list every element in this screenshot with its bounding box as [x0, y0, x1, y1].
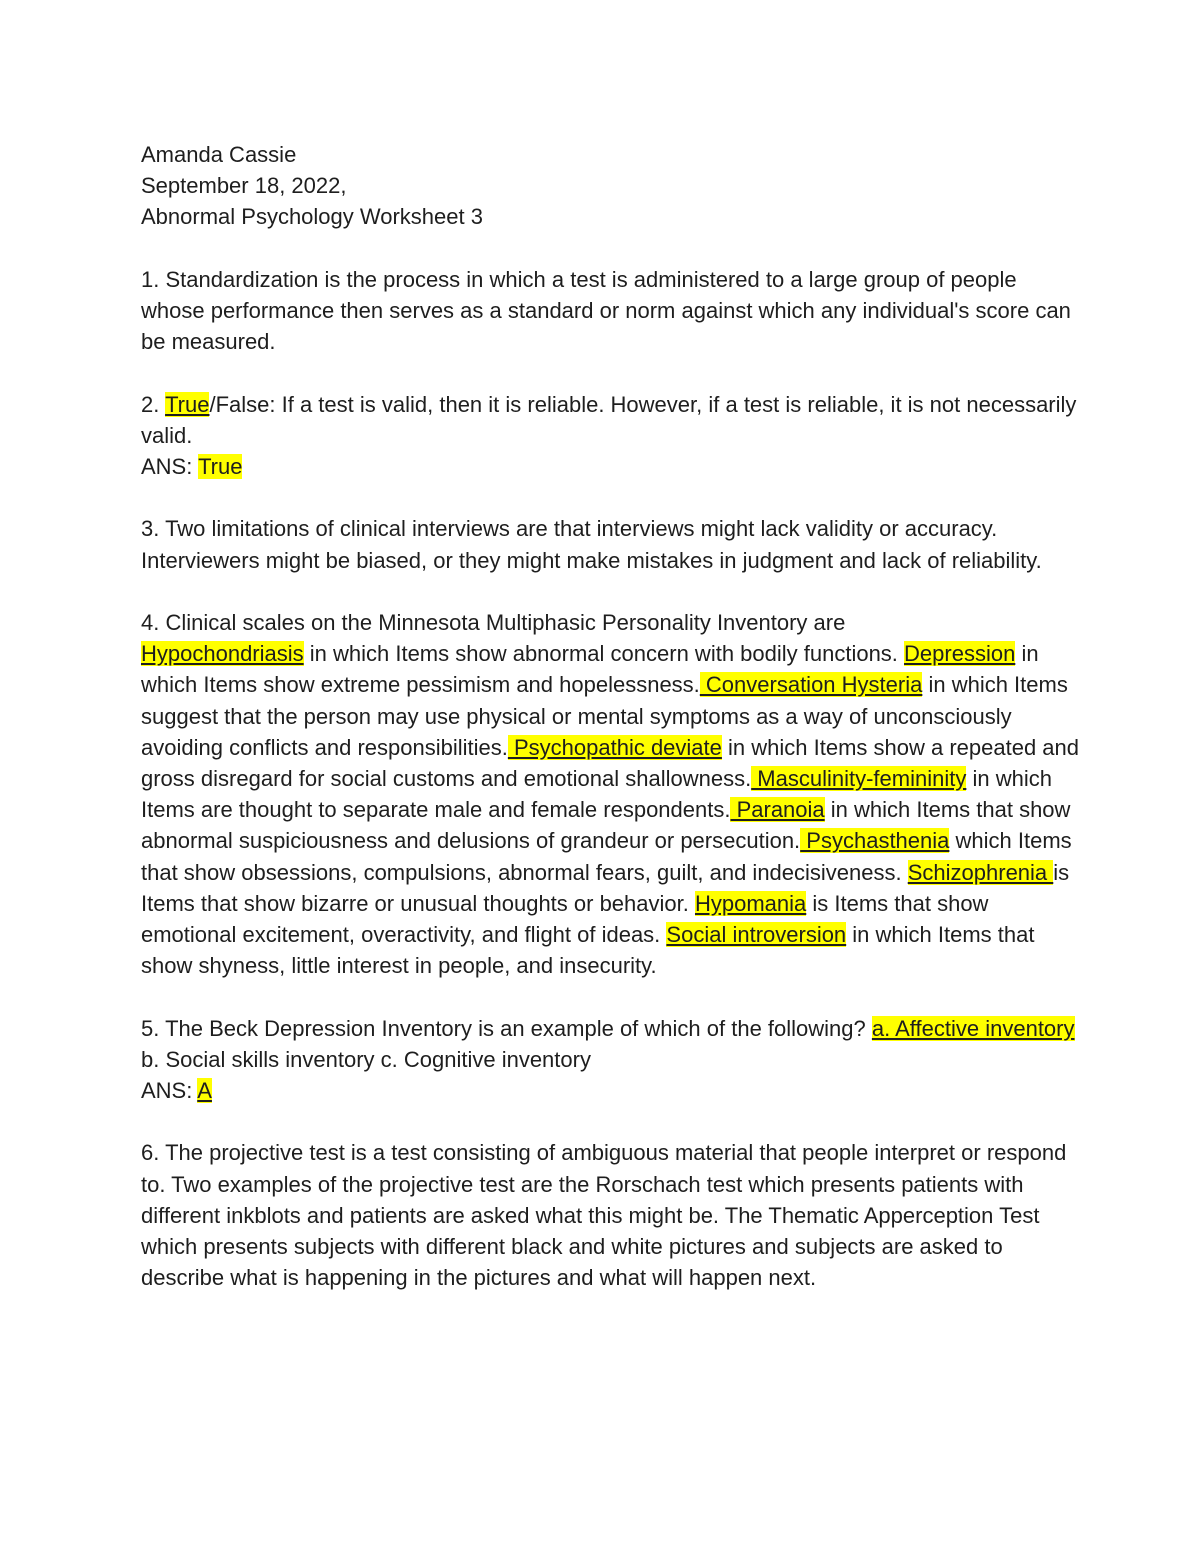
question-3: 3. Two limitations of clinical interviews are that interviews might lack validity or accuracy. Interviewers might be biased, or they might make mistakes in judgment and lack of reliability.: [141, 516, 1042, 573]
answer-label: ANS:: [141, 454, 199, 479]
scale-desc: in which Items show extreme pessimism and hopelessness.: [141, 641, 1039, 698]
scale-desc: in which Items that show shyness, little interest in people, and insecurity.: [141, 922, 1035, 979]
answer-label: ANS:: [141, 1078, 198, 1104]
highlight-choice-a: a. Affective inventory: [871, 1015, 1075, 1041]
question-2-prefix: 2.: [141, 391, 166, 417]
scale-depression: Depression: [904, 641, 1016, 667]
answer-value: A: [197, 1078, 212, 1104]
scale-desc: is Items that show bizarre or unusual thoughts or behavior.: [141, 859, 1070, 916]
question-1: 1. Standardization is the process in which a test is administered to a large group of people whose performance then serves as a standard or norm against which any individual's score can be measured.: [141, 266, 1071, 355]
scale-social-introversion: Social introversion: [666, 922, 847, 948]
scale-hypomania: Hypomania: [694, 890, 807, 916]
scale-conversion-hysteria: Conversation Hysteria: [699, 672, 923, 698]
question-4-intro: 4. Clinical scales on the Minnesota Multiphasic Personality Inventory are: [141, 609, 846, 635]
answer-line-5: [141, 1075, 1086, 1106]
question-5-prefix: 5. The Beck Depression Inventory is an example of which of the following?: [141, 1015, 872, 1041]
question-2: [141, 389, 1086, 483]
scale-desc: is Items that show emotional excitement, overactivity, and flight of ideas.: [141, 890, 989, 948]
document-date: September 18, 2022,: [141, 173, 347, 199]
worksheet-page: [141, 139, 1086, 1325]
answer-line-2: [141, 451, 1086, 482]
answer-value: True: [198, 454, 243, 479]
question-2-text: /False: If a test is valid, then it is reliable. However, if a test is reliable, it is not necessarily valid.: [141, 391, 1077, 448]
author-name: Amanda Cassie: [141, 142, 297, 167]
question-5-choices: b. Social skills inventory c. Cognitive inventory: [141, 1046, 591, 1072]
question-4: [141, 607, 1086, 981]
scale-masculinity-femininity: Masculinity-femininity: [751, 766, 967, 791]
document-title: Abnormal Psychology Worksheet 3: [141, 204, 483, 230]
scale-paranoia: Paranoia: [730, 797, 825, 823]
header-block: [141, 139, 1086, 233]
scale-desc: in which Items are thought to separate male and female respondents.: [141, 766, 1052, 823]
scale-desc: in which Items show a repeated and gross disregard for social customs and emotional shallowness.: [141, 734, 1079, 791]
scale-psychopathic-deviate: Psychopathic deviate: [507, 734, 722, 760]
scale-desc: in which Items show abnormal concern with bodily functions.: [303, 641, 905, 667]
scale-desc: which Items that show obsessions, compulsions, abnormal fears, guilt, and indecisiveness.: [141, 828, 1072, 885]
question-6: 6. The projective test is a test consisting of ambiguous material that people interpret or respond to. Two examples of the projective test are the Rorschach test which presents patients with different inkblots and patients are asked what this might be. The Thematic Apperception Test which presents subjects with different black and white pictures and subjects are asked to describe what is happening in the pictures and what will happen next.: [141, 1140, 1067, 1291]
question-5: [141, 1013, 1086, 1107]
scale-psychasthenia: Psychasthenia: [800, 828, 950, 854]
scale-desc: in which Items that show abnormal suspiciousness and delusions of grandeur or persecution.: [141, 797, 1071, 854]
scale-schizophrenia: Schizophrenia: [907, 859, 1054, 885]
highlight-true: True: [165, 391, 210, 417]
scale-desc: in which Items suggest that the person may use physical or mental symptoms as a way of unconsciously avoiding conflicts and responsibilities.: [141, 672, 1068, 760]
scale-hypochondriasis: Hypochondriasis: [141, 641, 304, 667]
